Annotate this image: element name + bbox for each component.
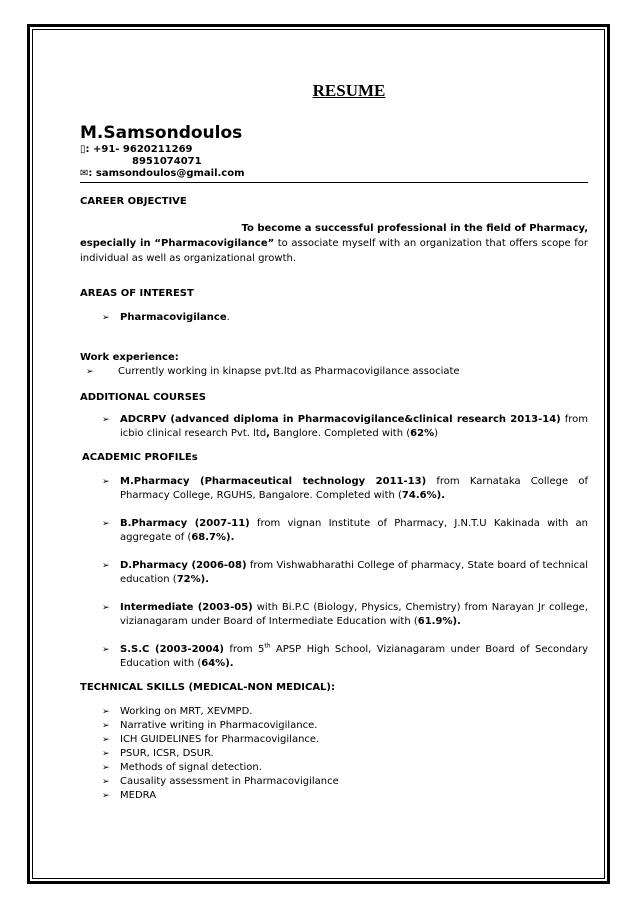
skills-list <box>80 705 588 803</box>
arrow-bullet-icon: ➢ <box>102 749 110 759</box>
list-item: ➢ M.Pharmacy (Pharmaceutical technology 2011-13) from Karnataka College of Pharmacy College, RGUHS, Bangalore. Completed with (74.6%). <box>102 476 588 501</box>
resume-document <box>80 80 588 803</box>
list-item: ➢ Causality assessment in Pharmacovigilance <box>102 776 339 787</box>
arrow-bullet-icon: ➢ <box>102 603 110 613</box>
list-item: ➢ Working on MRT, XEVMPD. <box>102 706 253 717</box>
list-item: ➢ D.Pharmacy (2006-08) from Vishwabharathi College of pharmacy, State board of technical education (72%). <box>102 560 588 585</box>
mail-icon: ✉ <box>80 168 89 179</box>
areas-of-interest-heading: AREAS OF INTEREST <box>80 288 194 299</box>
list-item: ➢ B.Pharmacy (2007-11) from vignan Institute of Pharmacy, J.N.T.U Kakinada with an aggregate of (68.7%). <box>102 518 588 543</box>
email-address: : samsondoulos@gmail.com <box>88 168 245 179</box>
list-item: ➢ Intermediate (2003-05) with Bi.P.C (Biology, Physics, Chemistry) from Narayan Jr college, vizianagaram under Board of Intermediate Education with (61.9%). <box>102 602 589 627</box>
career-objective-text: To become a successful professional in the field of Pharmacy, especially in “Pharmacovigilance” to associate myself with an organization that offers scope for individual as well as organizational growth. <box>80 223 589 264</box>
candidate-name: M.Samsondoulos <box>80 123 243 143</box>
contact-block <box>80 144 588 180</box>
arrow-bullet-icon: ➢ <box>102 561 110 571</box>
list-item: ➢ ADCRPV (advanced diploma in Pharmacovigilance&clinical research 2013-14) from icbio clinical research Pvt. ltd, Banglore. Completed with (62%) <box>102 414 588 439</box>
academic-profiles-heading: ACADEMIC PROFILEs <box>82 452 198 463</box>
courses-list <box>80 413 588 441</box>
list-item: ➢ MEDRA <box>102 790 157 801</box>
arrow-bullet-icon: ➢ <box>102 721 110 731</box>
work-experience-heading: Work experience: <box>80 352 179 363</box>
phone-alt-number: 8951074071 <box>132 156 202 167</box>
academic-list <box>80 475 588 671</box>
arrow-bullet-icon: ➢ <box>102 707 110 717</box>
arrow-bullet-icon: ➢ <box>86 367 94 377</box>
arrow-bullet-icon: ➢ <box>102 777 110 787</box>
interest-list <box>80 311 588 325</box>
arrow-bullet-icon: ➢ <box>102 791 110 801</box>
technical-skills-heading: TECHNICAL SKILLS (MEDICAL-NON MEDICAL): <box>80 682 335 693</box>
list-item: ➢ Methods of signal detection. <box>102 762 262 773</box>
list-item: ➢ Pharmacovigilance. <box>102 312 230 323</box>
additional-courses-heading: ADDITIONAL COURSES <box>80 392 206 403</box>
arrow-bullet-icon: ➢ <box>102 415 110 425</box>
phone-number: : +91- 9620211269 <box>85 144 193 155</box>
arrow-bullet-icon: ➢ <box>102 519 110 529</box>
career-objective-heading: CAREER OBJECTIVE <box>80 196 187 207</box>
list-item: ➢ Currently working in kinapse pvt.ltd as Pharmacovigilance associate <box>86 366 460 377</box>
page-title: RESUME <box>312 81 386 100</box>
list-item: ➢ ICH GUIDELINES for Pharmacovigilance. <box>102 734 320 745</box>
list-item: ➢ S.S.C (2003-2004) from 5th APSP High School, Vizianagaram under Board of Secondary Education with (64%). <box>102 642 588 669</box>
arrow-bullet-icon: ➢ <box>102 645 110 655</box>
arrow-bullet-icon: ➢ <box>102 735 110 745</box>
list-item: ➢ Narrative writing in Pharmacovigilance. <box>102 720 318 731</box>
list-item: ➢ PSUR, ICSR, DSUR. <box>102 748 214 759</box>
email-line <box>80 168 588 180</box>
arrow-bullet-icon: ➢ <box>102 313 110 323</box>
work-list <box>80 365 588 379</box>
arrow-bullet-icon: ➢ <box>102 763 110 773</box>
arrow-bullet-icon: ➢ <box>102 477 110 487</box>
phone-line <box>80 144 588 156</box>
phone-icon: ▯ <box>80 144 86 155</box>
